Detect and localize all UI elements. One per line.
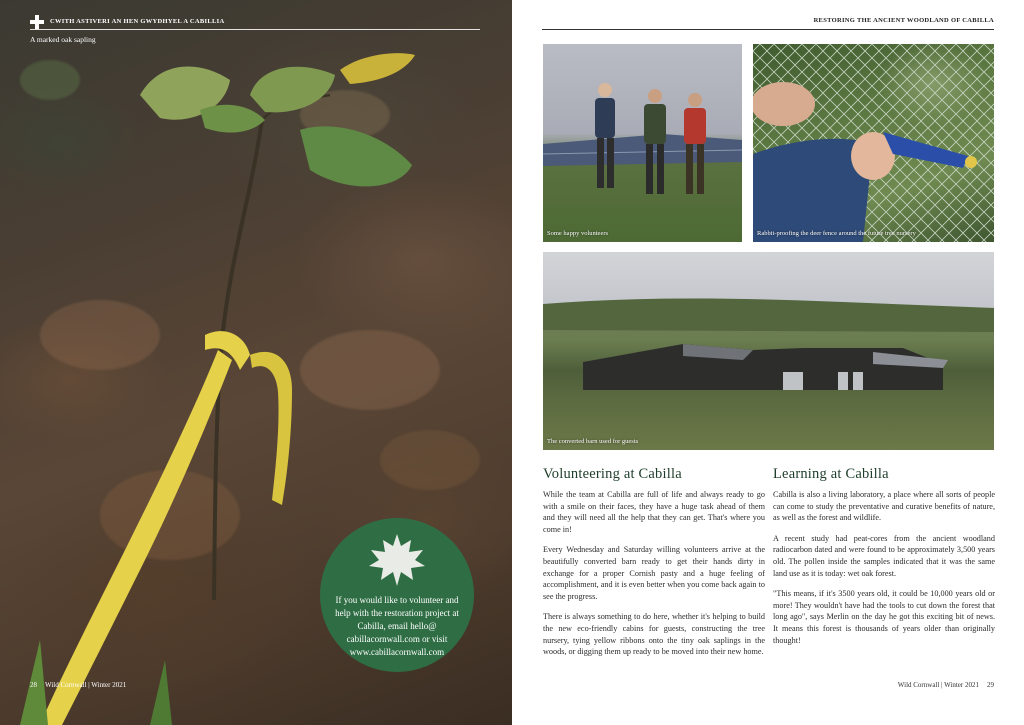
barn-building (583, 344, 943, 390)
oak-leaf (300, 126, 412, 186)
maple-leaf-icon (365, 530, 429, 588)
right-page (512, 0, 1024, 725)
volunteers-photo (543, 44, 742, 242)
volunteer-head (598, 83, 612, 97)
volunteering-heading: Volunteering at Cabilla (543, 466, 682, 482)
volunteer-body (595, 98, 615, 138)
left-running-header (30, 14, 480, 30)
grass-blade (150, 660, 172, 725)
right-footer-text: Wild Cornwall | Winter 2021 (897, 681, 979, 689)
right-running-header: RESTORING THE ANCIENT WOODLAND OF CABILLA (542, 14, 994, 30)
volunteer-head (688, 93, 702, 107)
learning-paragraph: A recent study had peat-cores from the ancient woodland radiocarbon dated and were found to be approximately 3,500 years old. The pollen inside the samples indicated that it was the same land use as it is today: wet oak forest. (773, 533, 995, 578)
volunteering-paragraph: While the team at Cabilla are full of life and always ready to go with a smile on their faces, they have a huge task ahead of them and they will need all the help that they can get. That's where you come in! (543, 490, 765, 534)
volunteer-body (684, 108, 706, 144)
volunteer-callout-text: If you would like to volunteer and help with the restoration project at Cabilla, email hello@ cabillacornwall.com or visit www.cabillacornwall.com (335, 595, 459, 657)
fence-caption: Rabbit-proofing the deer fence around the future tree nursery (757, 230, 916, 237)
learning-heading: Learning at Cabilla (773, 466, 889, 482)
barn-illustration (543, 252, 994, 450)
fence-photo (753, 44, 994, 242)
oak-leaf (200, 105, 265, 133)
learning-paragraph: "This means, if it's 3500 years old, it could be 10,000 years old or more! They wouldn't have had the tools to cut down the forest that long ago", says Merlin on the day he got this exciting bit of news. It means this forest is thousands of years older than originally thought! (773, 589, 995, 645)
barn-photo (543, 252, 994, 450)
oak-leaf (340, 53, 415, 84)
left-footer (30, 681, 126, 689)
barn-caption: The converted barn used for guests (547, 438, 639, 445)
right-footer (898, 681, 994, 689)
solar-panels (543, 134, 742, 166)
left-footer-text: Wild Cornwall | Winter 2021 (45, 681, 127, 689)
sapling-caption: A marked oak sapling (30, 35, 96, 44)
yellow-ribbon-tail (250, 352, 292, 505)
left-header-text: CWITH ASTIVERI AN HEN GWYDHYEL A CABILLIA (50, 18, 225, 25)
yellow-ribbon-tail (40, 350, 232, 725)
learning-paragraph: Cabilla is also a living laboratory, a place where all sorts of people can come to study the preventative and curative benefits of nature, as well as the forest and wildlife. (773, 490, 995, 523)
oak-leaf (250, 67, 335, 113)
volunteering-paragraph: Every Wednesday and Saturday willing volunteers arrive at the beautifully converted barn ready to get their hands dirty in exchange for a proper Cornish pasty and a huge feeling of accomplishment, and it is even better when you come back again to see the progress. (543, 545, 765, 601)
volunteer-body (644, 104, 666, 144)
volunteers-illustration (543, 44, 742, 242)
volunteering-paragraph: There is always something to do here, whether it's helping to build the new eco-friendly cabins for guests, constructing the tree nursery, tying yellow ribbons onto the tiny oak saplings in the woods, or digging them up ready to be moved into their new home. (543, 612, 765, 657)
hand (753, 82, 815, 126)
fence-illustration (753, 44, 994, 242)
volunteer-head (648, 89, 662, 103)
left-page-number: 28 (30, 681, 37, 689)
volunteer-callout-circle (320, 518, 474, 672)
hills (543, 299, 994, 333)
volunteers-caption: Some happy volunteers (547, 230, 609, 237)
cornish-cross-icon (30, 15, 44, 29)
volunteering-section (543, 466, 765, 667)
right-page-number: 29 (987, 681, 994, 689)
learning-section (773, 466, 995, 655)
